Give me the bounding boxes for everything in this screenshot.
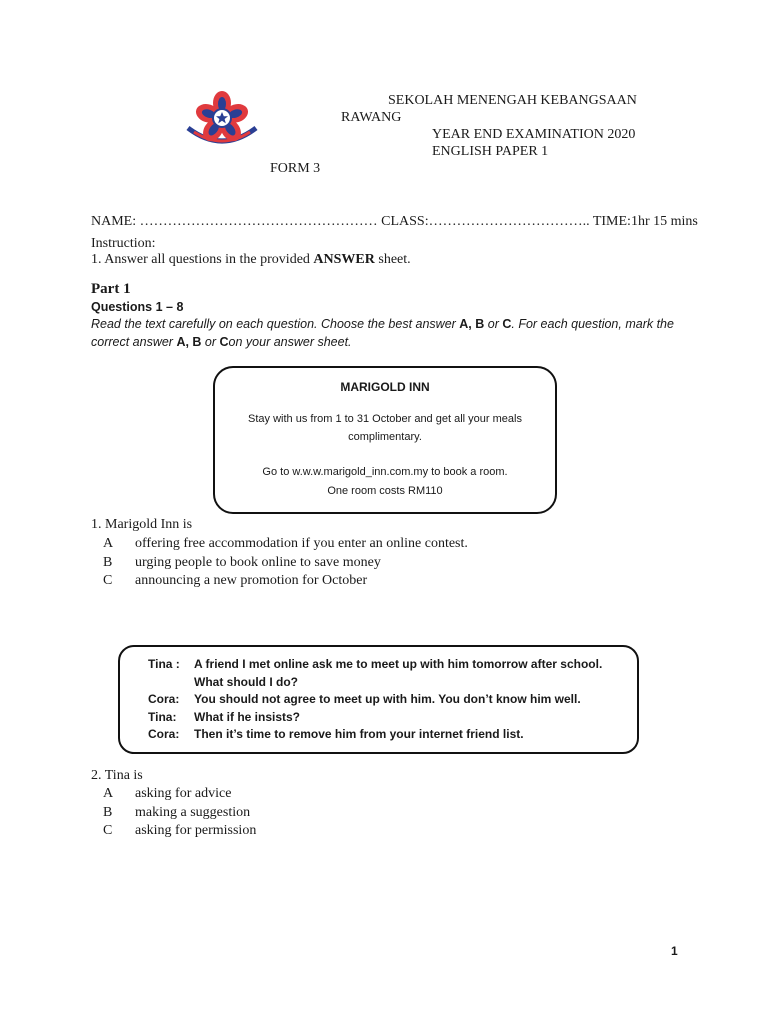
option-letter: B [103, 804, 113, 820]
directions-option-c: C [219, 335, 229, 349]
question-1-stem: 1. Marigold Inn is [91, 517, 193, 532]
speaker [148, 674, 194, 692]
notice-title: MARIGOLD INN [340, 380, 430, 394]
option-text: offering free accommodation if you enter an online contest. [135, 536, 468, 551]
option-row [103, 785, 256, 804]
option-text: announcing a new promotion for October [135, 573, 368, 588]
speaker: Cora: [148, 692, 180, 707]
time-value: 1hr 15 mins [630, 214, 698, 229]
option-letter: B [103, 554, 113, 570]
question-1-options [103, 535, 468, 591]
instruction-heading: Instruction: [91, 236, 156, 251]
instruction-item [91, 252, 411, 268]
student-info-line [91, 214, 698, 230]
dialogue-line: Then it’s time to remove him from your internet friend list. [194, 727, 524, 742]
page-number: 1 [671, 944, 678, 958]
instruction-text: 1. Answer all questions in the provided [91, 252, 314, 267]
directions-option-c: C [502, 317, 512, 331]
speaker: Tina: [148, 709, 177, 724]
option-row [103, 572, 468, 591]
option-text: making a suggestion [135, 804, 251, 820]
marigold-inn-notice [213, 366, 557, 514]
dialogue-table [148, 656, 602, 744]
class-blank: …………………………….. [428, 214, 590, 229]
option-text: urging people to book online to save money [135, 554, 381, 570]
part-title: Part 1 [91, 281, 131, 297]
time-label: TIME: [592, 214, 631, 229]
option-letter: C [103, 573, 113, 588]
dialogue-row [148, 691, 602, 709]
directions-text: correct answer [91, 335, 177, 349]
dialogue-line: You should not agree to meet up with him. You don’t know him well. [194, 692, 581, 707]
directions-line2 [91, 335, 352, 349]
option-letter: A [103, 536, 114, 551]
option-row [103, 535, 468, 554]
directions-text: Read the text carefully on each question. Choose the best answer [91, 317, 460, 331]
exam-title: YEAR END EXAMINATION 2020 [432, 127, 636, 142]
notice-line1: Stay with us from 1 to 31 October and get all your meals [248, 413, 522, 425]
dialogue-box [118, 645, 639, 754]
name-blank: …………………………………………… [139, 214, 378, 229]
dialogue-row [148, 726, 602, 744]
speaker: Tina : [148, 657, 180, 671]
instruction-text-end: sheet. [374, 252, 411, 267]
school-crest-logo [184, 88, 260, 158]
question-2-options [103, 785, 256, 841]
option-letter: A [103, 786, 114, 801]
notice-line2: complimentary. [348, 431, 422, 443]
directions-line1 [91, 317, 674, 331]
paper-title: ENGLISH PAPER 1 [432, 144, 549, 159]
directions-text-end: on your answer sheet. [228, 335, 352, 349]
dialogue-row [148, 674, 602, 692]
class-label: CLASS: [381, 214, 429, 229]
option-text: asking for permission [135, 823, 257, 838]
option-letter: C [103, 823, 113, 838]
notice-line3: Go to w.w.w.marigold_inn.com.my to book a room. [262, 466, 508, 478]
school-name-line2: RAWANG [341, 110, 402, 125]
questions-range: Questions 1 – 8 [91, 300, 184, 314]
dialogue-row [148, 656, 602, 674]
speaker: Cora: [148, 727, 180, 742]
directions-or: or [484, 317, 503, 331]
dialogue-line: A friend I met online ask me to meet up with him tomorrow after school. [194, 657, 603, 671]
option-row [103, 554, 468, 573]
option-text: asking for advice [135, 786, 232, 801]
directions-text-end: . For each question, mark the [511, 317, 674, 331]
question-2-stem: 2. Tina is [91, 768, 143, 783]
directions-options-ab: A, B [176, 335, 202, 349]
school-name-line1: SEKOLAH MENENGAH KEBANGSAAN [388, 93, 637, 108]
dialogue-line: What if he insists? [194, 709, 301, 724]
dialogue-row [148, 709, 602, 727]
dialogue-line: What should I do? [194, 674, 298, 689]
directions-options-ab: A, B [459, 317, 485, 331]
form-label: FORM 3 [270, 161, 321, 176]
option-row [103, 822, 256, 841]
option-row [103, 804, 256, 823]
notice-line4: One room costs RM110 [327, 485, 443, 497]
name-label: NAME: [91, 214, 137, 229]
instruction-answer-emphasis: ANSWER [313, 252, 375, 267]
directions-or: or [201, 335, 220, 349]
